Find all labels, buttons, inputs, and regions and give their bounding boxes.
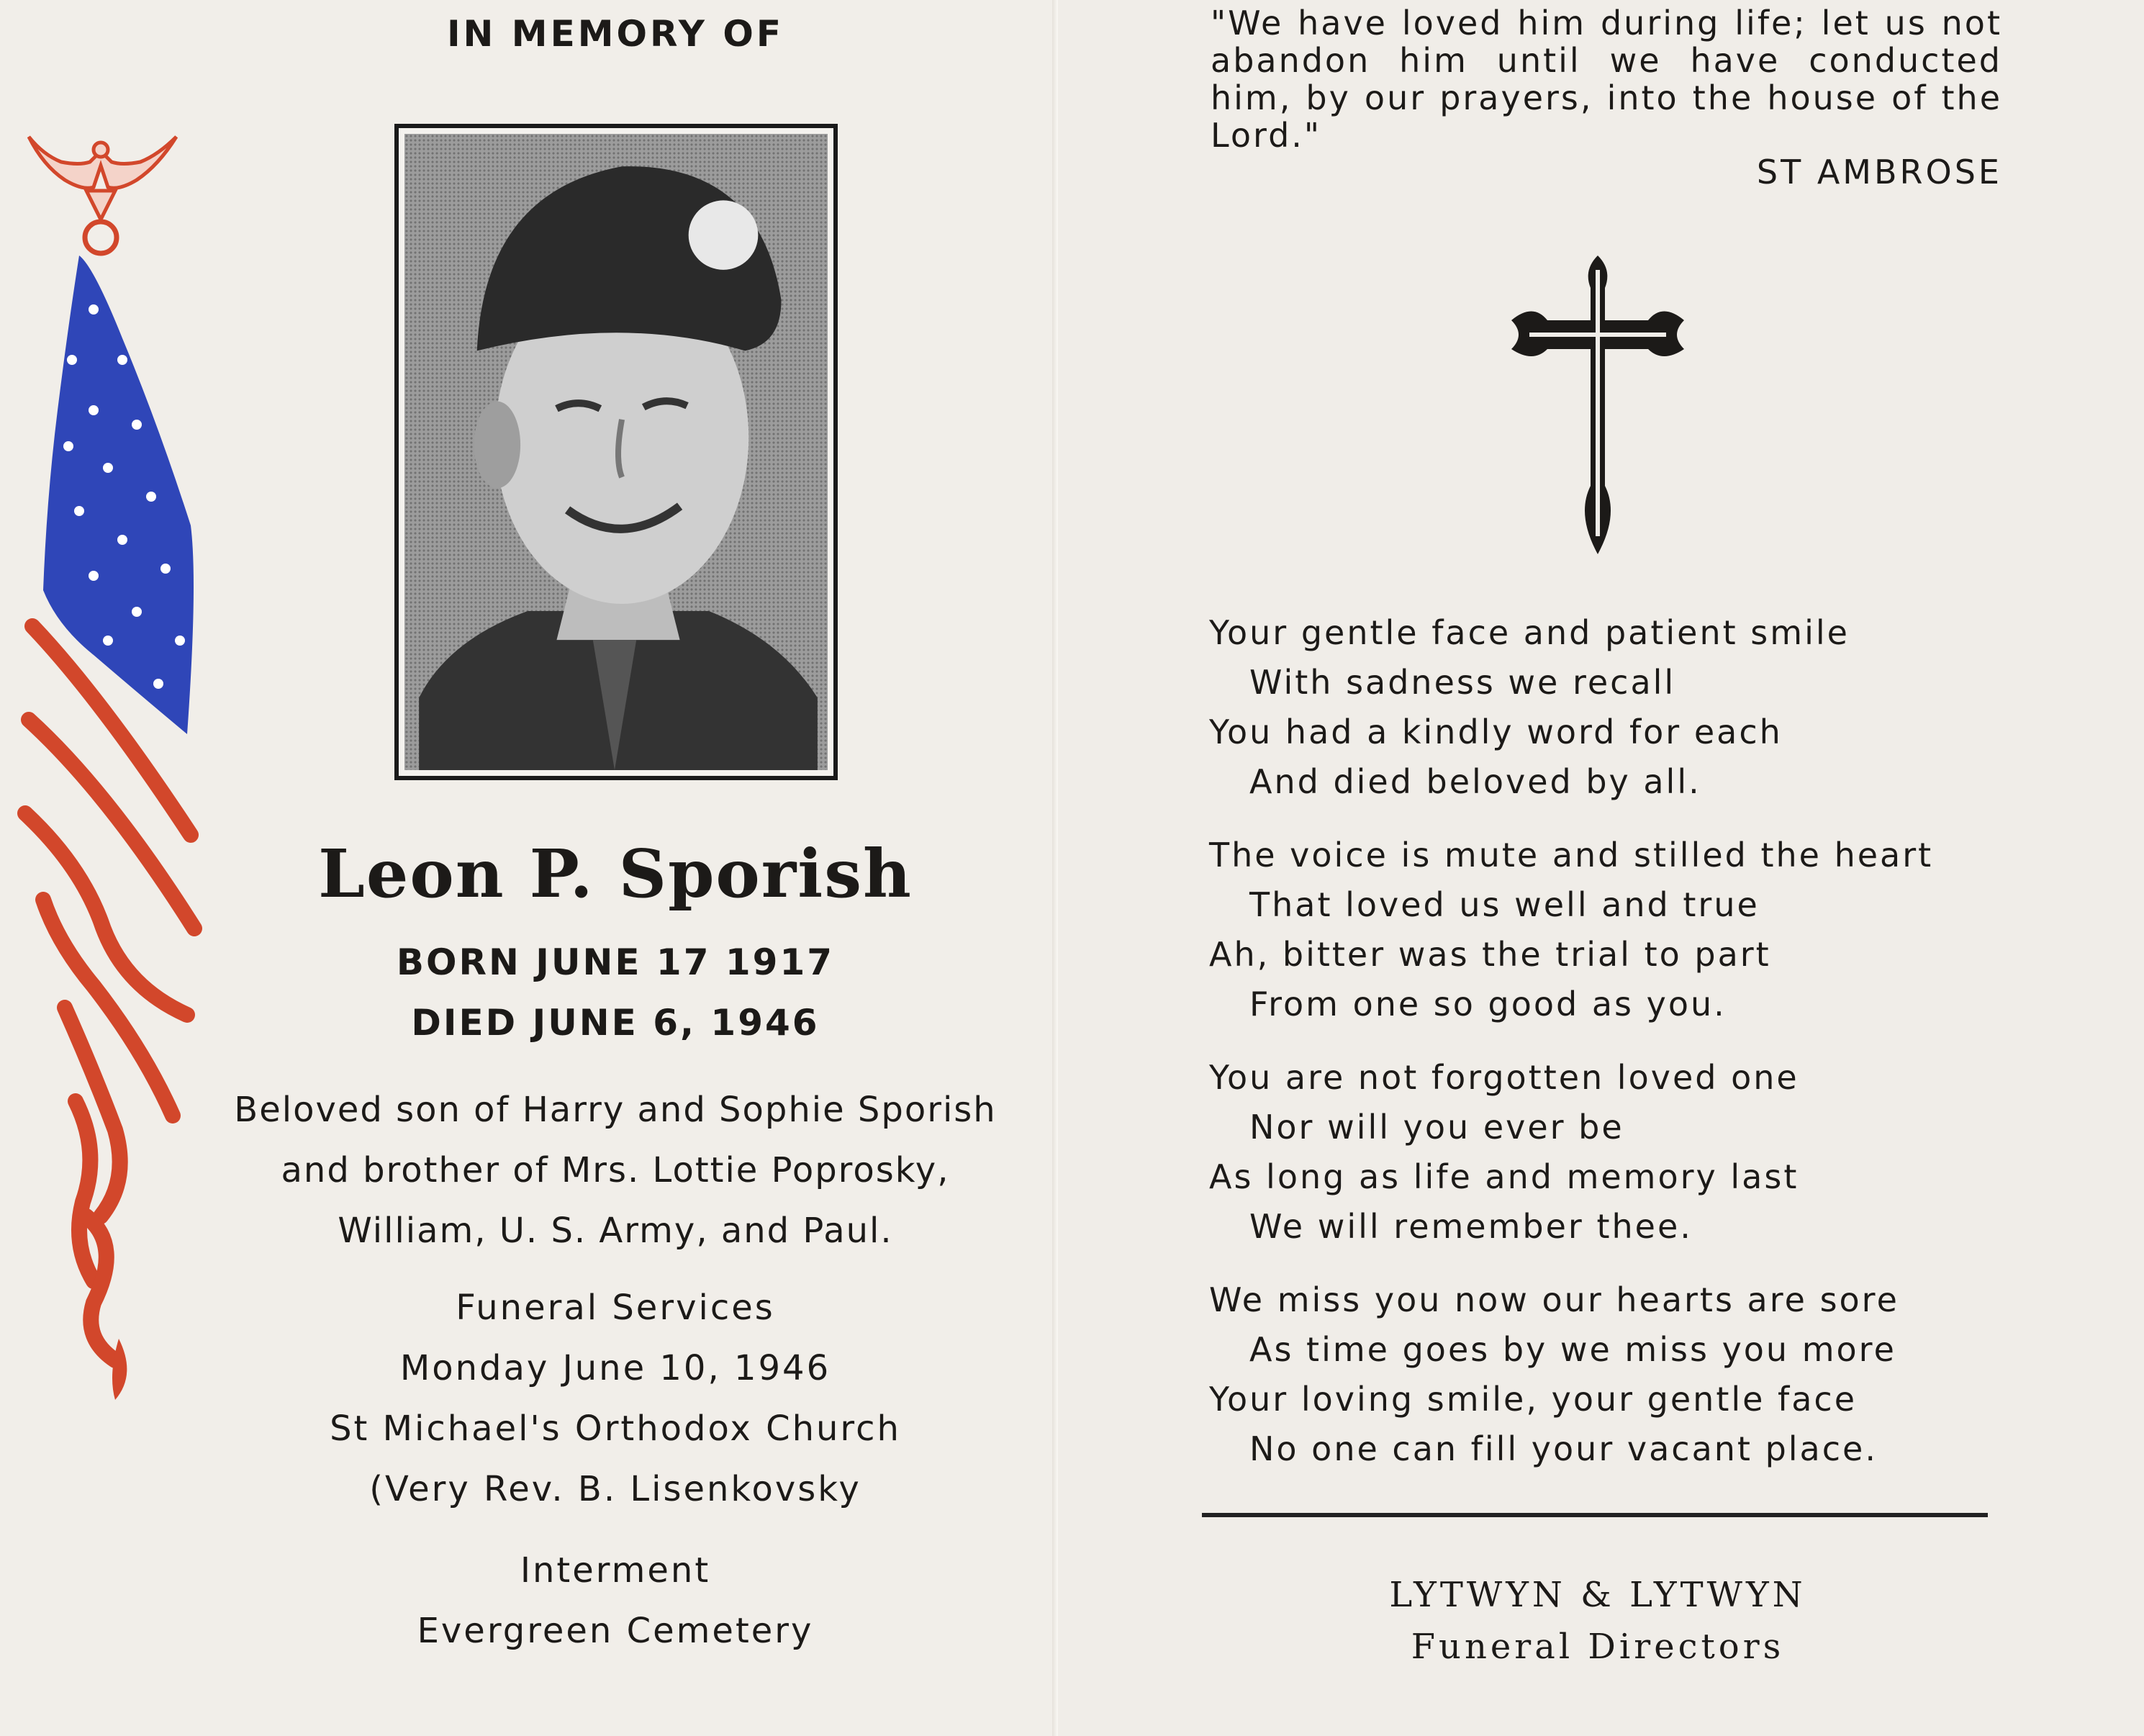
portrait-image bbox=[404, 134, 828, 770]
family-line: and brother of Mrs. Lottie Poprosky, bbox=[281, 1150, 950, 1190]
poem-line: The voice is mute and stilled the heart bbox=[1209, 836, 1934, 874]
interment-line: Interment bbox=[520, 1550, 711, 1591]
quote-text: "We have loved him during life; let us not abandon him until we have conducted him, by our prayers, into the house of the Lord." bbox=[1211, 4, 2002, 155]
director-name: LYTWYN & LYTWYN bbox=[1389, 1575, 1806, 1615]
born-date: BORN JUNE 17 1917 bbox=[396, 941, 835, 983]
poem-line: That loved us well and true bbox=[1249, 885, 1760, 924]
left-panel bbox=[0, 0, 1058, 1736]
poem-line: You had a kindly word for each bbox=[1209, 713, 1783, 751]
services-line: Funeral Services bbox=[456, 1288, 775, 1328]
deceased-name: Leon P. Sporish bbox=[318, 835, 913, 913]
poem-line: As time goes by we miss you more bbox=[1249, 1330, 1896, 1369]
poem-line: Your gentle face and patient smile bbox=[1209, 613, 1850, 652]
poem-stanza bbox=[1209, 831, 2015, 1029]
poem-stanza bbox=[1209, 608, 2015, 807]
cross-icon bbox=[1504, 256, 1691, 558]
dates bbox=[209, 932, 1022, 1053]
eagle-icon bbox=[29, 137, 176, 253]
poem-line: Ah, bitter was the trial to part bbox=[1209, 935, 1771, 974]
services-line: (Very Rev. B. Lisenkovsky bbox=[369, 1469, 861, 1509]
died-date: DIED JUNE 6, 1946 bbox=[411, 1002, 820, 1044]
poem-line: And died beloved by all. bbox=[1249, 762, 1701, 801]
family-text bbox=[209, 1080, 1022, 1261]
services-line: Monday June 10, 1946 bbox=[399, 1348, 831, 1388]
divider-rule bbox=[1202, 1513, 1988, 1517]
poem-line: We will remember thee. bbox=[1249, 1207, 1693, 1246]
portrait-photo bbox=[404, 134, 828, 770]
poem-stanza bbox=[1209, 1275, 2015, 1474]
interment-line: Evergreen Cemetery bbox=[417, 1611, 814, 1651]
poem-line: You are not forgotten loved one bbox=[1209, 1058, 1799, 1097]
poem-line: Your loving smile, your gentle face bbox=[1209, 1380, 1858, 1419]
director-title: Funeral Directors bbox=[1411, 1627, 1785, 1667]
family-line: Beloved son of Harry and Sophie Sporish bbox=[234, 1090, 997, 1130]
poem-line: Nor will you ever be bbox=[1249, 1108, 1624, 1147]
poem-line: With sadness we recall bbox=[1249, 663, 1676, 702]
poem-line: No one can fill your vacant place. bbox=[1249, 1429, 1878, 1468]
poem-line: As long as life and memory last bbox=[1209, 1157, 1799, 1196]
flag-icon bbox=[14, 122, 209, 1411]
funeral-services bbox=[209, 1278, 1022, 1519]
poem bbox=[1209, 608, 2015, 1498]
heading: IN MEMORY OF bbox=[446, 13, 784, 55]
family-line: William, U. S. Army, and Paul. bbox=[338, 1211, 893, 1251]
portrait-frame bbox=[394, 124, 838, 780]
quote-author: ST AMBROSE bbox=[1756, 153, 2002, 191]
poem-line: We miss you now our hearts are sore bbox=[1209, 1280, 1899, 1319]
services-line: St Michael's Orthodox Church bbox=[330, 1409, 901, 1449]
poem-line: From one so good as you. bbox=[1249, 985, 1727, 1023]
interment bbox=[209, 1540, 1022, 1661]
poem-stanza bbox=[1209, 1053, 2015, 1252]
funeral-director bbox=[1238, 1569, 1958, 1673]
